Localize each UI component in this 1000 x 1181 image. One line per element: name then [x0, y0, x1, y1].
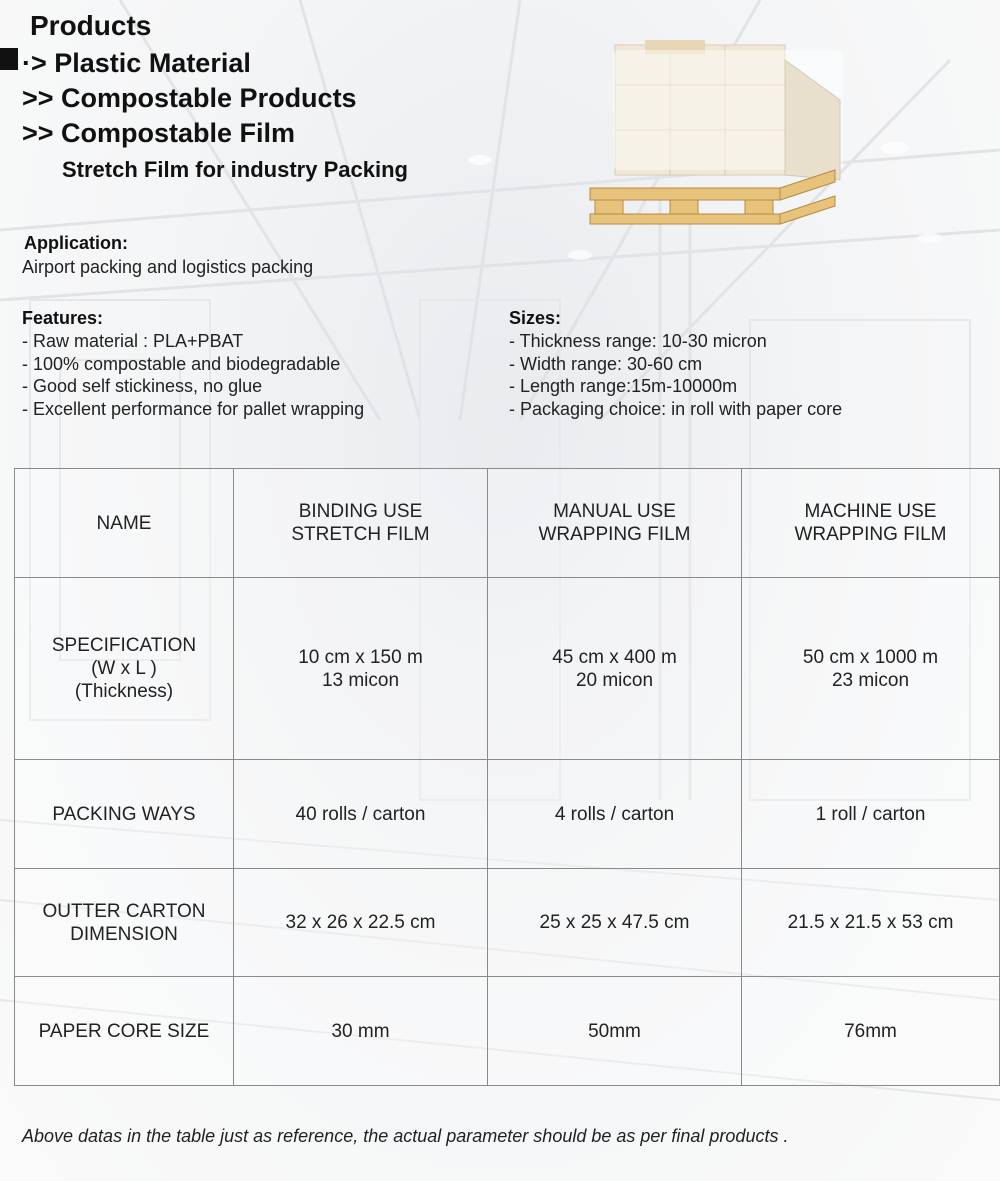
table-cell: 10 cm x 150 m 13 micon: [234, 578, 488, 760]
sizes-title: Sizes:: [509, 308, 562, 328]
breadcrumb-compostable-products[interactable]: >> Compostable Products: [22, 83, 357, 113]
row-label-paper-core: PAPER CORE SIZE: [15, 977, 234, 1086]
features-list: [22, 330, 364, 420]
row-label-packing-ways: PACKING WAYS: [15, 760, 234, 869]
table-row: [15, 977, 1000, 1086]
feature-item: - Excellent performance for pallet wrapping: [22, 398, 365, 419]
bullet-marker-icon: [0, 48, 18, 70]
size-item: - Width range: 30-60 cm: [509, 353, 703, 374]
application-title: Application:: [24, 233, 128, 253]
table-cell: MACHINE USE WRAPPING FILM: [742, 469, 1000, 578]
size-item: - Length range:15m-10000m: [509, 376, 738, 396]
row-label-specification: SPECIFICATION (W x L ) (Thickness): [15, 578, 234, 760]
table-cell: 50mm: [488, 977, 742, 1086]
table-row: [15, 578, 1000, 760]
table-cell: 4 rolls / carton: [488, 760, 742, 869]
page-title: Products: [30, 10, 152, 41]
row-label-name: NAME: [15, 469, 234, 578]
table-row: [15, 869, 1000, 977]
table-cell: 25 x 25 x 47.5 cm: [488, 869, 742, 977]
application-text: Airport packing and logistics packing: [22, 257, 314, 277]
feature-item: - 100% compostable and biodegradable: [22, 353, 341, 374]
table-cell: 1 roll / carton: [742, 760, 1000, 869]
breadcrumb-plastic-material[interactable]: ·> Plastic Material: [22, 48, 251, 78]
table-cell: 76mm: [742, 977, 1000, 1086]
sizes-list: [509, 330, 842, 420]
reference-note: Above datas in the table just as reference, the actual parameter should be as per final products .: [22, 1126, 789, 1146]
table-cell: MANUAL USE WRAPPING FILM: [488, 469, 742, 578]
feature-item: - Good self stickiness, no glue: [22, 376, 263, 396]
table-cell: 45 cm x 400 m 20 micon: [488, 578, 742, 760]
table-cell: 40 rolls / carton: [234, 760, 488, 869]
spec-table: [14, 468, 1000, 1086]
pallet-product-image: [585, 40, 845, 240]
table-cell: 21.5 x 21.5 x 53 cm: [742, 869, 1000, 977]
table-cell: 50 cm x 1000 m 23 micon: [742, 578, 1000, 760]
size-item: - Thickness range: 10-30 micron: [509, 331, 767, 351]
table-row: [15, 469, 1000, 578]
product-subtitle: Stretch Film for industry Packing: [62, 157, 408, 182]
table-cell: BINDING USE STRETCH FILM: [234, 469, 488, 578]
features-title: Features:: [22, 308, 104, 328]
row-label-carton-dimension: OUTTER CARTON DIMENSION: [15, 869, 234, 977]
breadcrumb-compostable-film[interactable]: >> Compostable Film: [22, 118, 296, 148]
feature-item: - Raw material : PLA+PBAT: [22, 331, 244, 351]
table-cell: 32 x 26 x 22.5 cm: [234, 869, 488, 977]
size-item: - Packaging choice: in roll with paper core: [509, 398, 843, 419]
table-row: [15, 760, 1000, 869]
table-cell: 30 mm: [234, 977, 488, 1086]
